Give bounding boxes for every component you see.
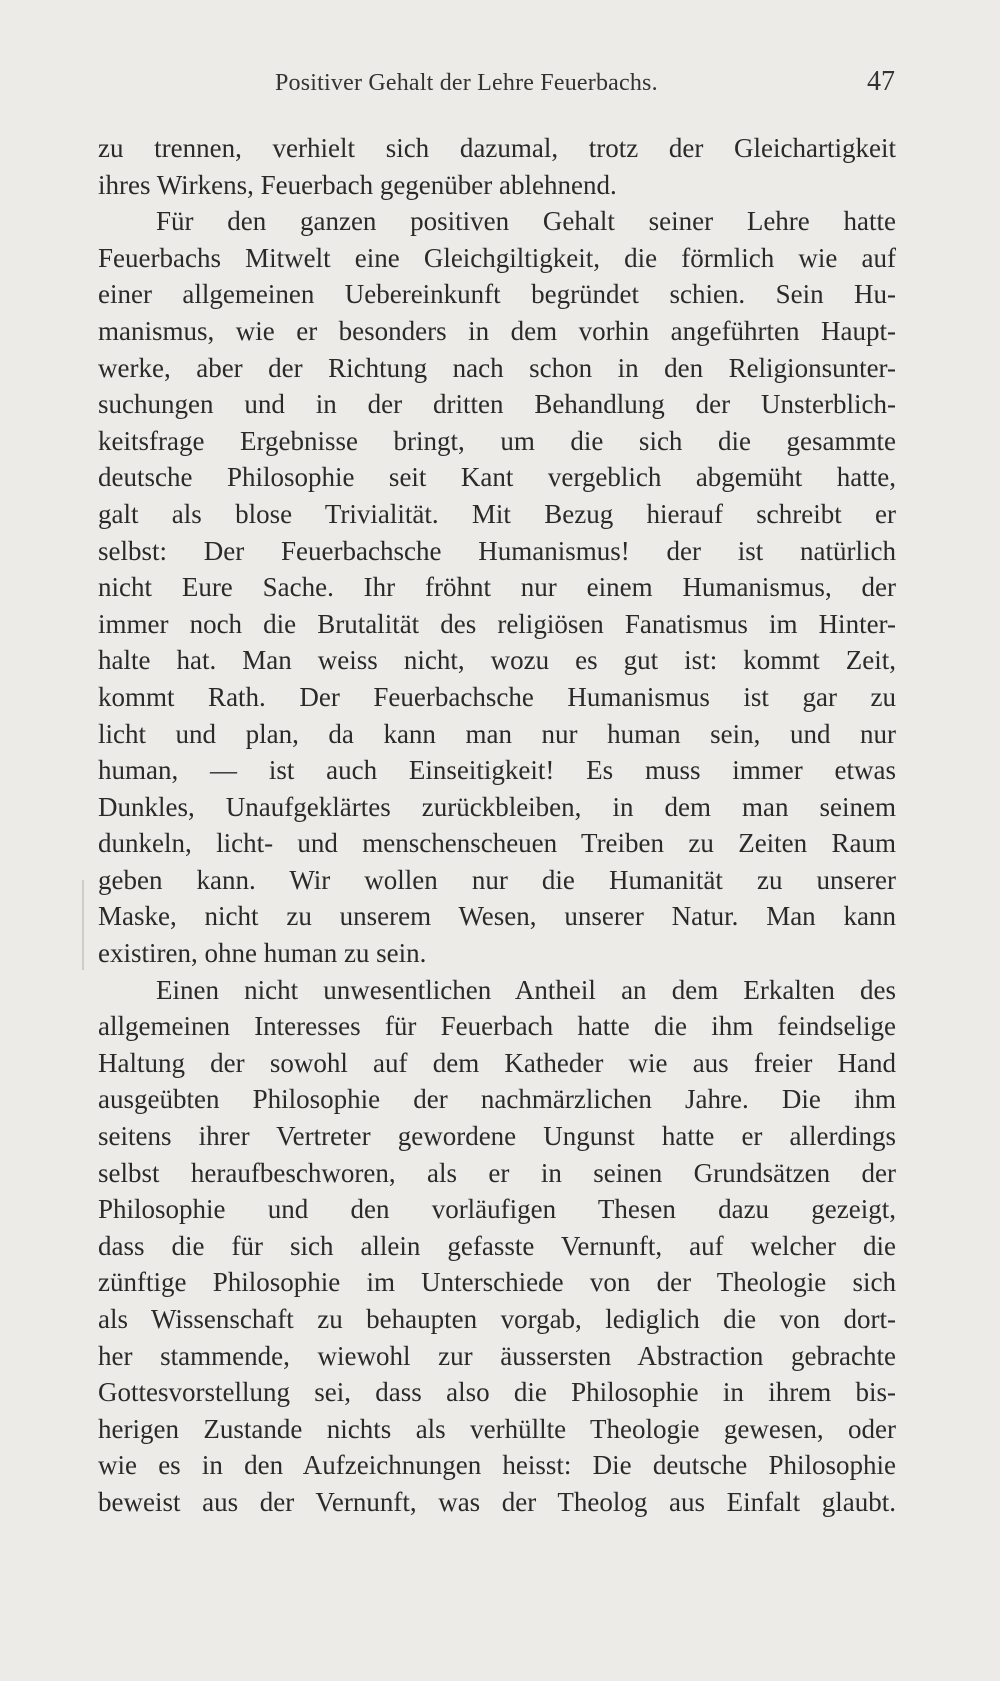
- text-line: nicht Eure Sache. Ihr fröhnt nur einem Humanismus, der: [98, 572, 896, 603]
- text-line: immer noch die Brutalität des religiösen Fanatismus im Hinter-: [98, 608, 896, 639]
- text-line: existiren, ohne human zu sein.: [98, 938, 427, 969]
- text-line: als Wissenschaft zu behaupten vorgab, lediglich die von dort-: [98, 1304, 896, 1334]
- text-line: Philosophie und den vorläufigen Thesen dazu gezeigt,: [98, 1194, 896, 1225]
- text-line: herigen Zustande nichts als verhüllte Theologie gewesen, oder: [98, 1413, 896, 1444]
- text-line: Dunkles, Unaufgeklärtes zurückbleiben, in dem man seinem: [98, 791, 896, 822]
- text-line: Haltung der sowohl auf dem Katheder wie aus freier Hand: [98, 1047, 896, 1078]
- text-line: manismus, wie er besonders in dem vorhin angeführten Haupt-: [98, 315, 896, 346]
- text-line: Für den ganzen positiven Gehalt seiner Lehre hatte: [156, 206, 896, 237]
- text-line: her stammende, wiewohl zur äussersten Abstraction gebrachte: [98, 1340, 896, 1371]
- text-line: keitsfrage Ergebnisse bringt, um die sich die gesammte: [98, 425, 896, 456]
- text-line: selbst heraufbeschworen, als er in seinen Grundsätzen der: [98, 1157, 896, 1188]
- text-line: ausgeübten Philosophie der nachmärzlichen Jahre. Die ihm: [98, 1084, 896, 1115]
- text-line: ihres Wirkens, Feuerbach gegenüber ablehnend.: [98, 169, 617, 200]
- text-line: licht und plan, da kann man nur human sein, und nur: [98, 718, 896, 749]
- margin-pencil-mark: [82, 880, 87, 970]
- text-line: beweist aus der Vernunft, was der Theolog aus Einfalt glaubt.: [98, 1486, 896, 1517]
- text-line: seitens ihrer Vertreter gewordene Ungunst hatte er allerdings: [98, 1121, 896, 1152]
- text-line: wie es in den Aufzeichnungen heisst: Die deutsche Philosophie: [98, 1450, 896, 1481]
- text-line: suchungen und in der dritten Behandlung der Unsterblich-: [98, 389, 896, 420]
- body-text: [98, 130, 896, 1521]
- text-line: geben kann. Wir wollen nur die Humanität zu unserer: [98, 864, 896, 895]
- text-line: Gottesvorstellung sei, dass also die Philosophie in ihrem bis-: [98, 1377, 896, 1408]
- text-line: werke, aber der Richtung nach schon in den Religionsunter-: [98, 352, 896, 383]
- text-line: Einen nicht unwesentlichen Antheil an dem Erkalten des: [156, 974, 896, 1005]
- text-line: kommt Rath. Der Feuerbachsche Humanismus ist gar zu: [98, 681, 896, 712]
- text-line: dass die für sich allein gefasste Vernunft, auf welcher die: [98, 1230, 896, 1261]
- text-line: allgemeinen Interesses für Feuerbach hatte die ihm feindselige: [98, 1011, 896, 1042]
- text-line: human, — ist auch Einseitigkeit! Es muss immer etwas: [98, 755, 896, 786]
- page-number: 47: [867, 66, 895, 97]
- text-line: galt als blose Trivialität. Mit Bezug hierauf schreibt er: [98, 498, 896, 529]
- page-header: [0, 66, 1000, 110]
- text-line: selbst: Der Feuerbachsche Humanismus! der ist natürlich: [98, 535, 896, 566]
- text-line: Feuerbachs Mitwelt eine Gleichgiltigkeit, die förmlich wie auf: [98, 242, 896, 273]
- text-line: dunkeln, licht- und menschenscheuen Treiben zu Zeiten Raum: [98, 828, 896, 859]
- text-line: zünftige Philosophie im Unterschiede von der Theologie sich: [98, 1267, 896, 1298]
- text-line: zu trennen, verhielt sich dazumal, trotz der Gleichartigkeit: [98, 133, 896, 163]
- text-line: deutsche Philosophie seit Kant vergeblich abgemüht hatte,: [98, 462, 896, 493]
- text-line: Maske, nicht zu unserem Wesen, unserer Natur. Man kann: [98, 901, 896, 932]
- text-line: halte hat. Man weiss nicht, wozu es gut ist: kommt Zeit,: [98, 645, 896, 676]
- text-line: einer allgemeinen Uebereinkunft begründet schien. Sein Hu-: [98, 279, 896, 310]
- running-title: Positiver Gehalt der Lehre Feuerbachs.: [275, 70, 658, 96]
